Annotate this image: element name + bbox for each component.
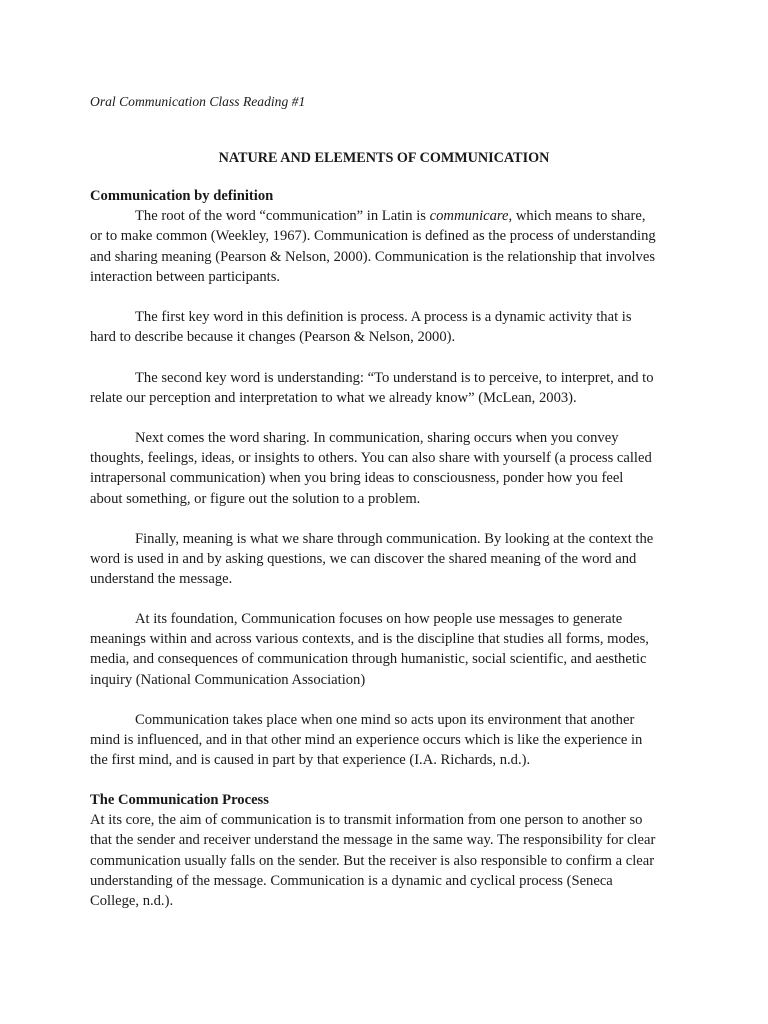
text-line: meanings within and across various contexts, and is the discipline that studies all forms, modes, xyxy=(90,631,649,648)
text-line: or to make common (Weekley, 1967). Communication is defined as the process of understanding xyxy=(90,228,656,245)
text-line: that the sender and receiver understand the message in the same way. The responsibility for clear xyxy=(90,832,656,849)
section-communication-by-definition xyxy=(90,186,680,287)
paragraph-understanding xyxy=(90,368,680,408)
text-line: inquiry (National Communication Association) xyxy=(90,671,366,688)
section-communication-process xyxy=(90,790,680,911)
text-line: understand the message. xyxy=(90,571,233,588)
text-line: The root of the word “communication” in Latin is communicare, which means to share, xyxy=(135,208,646,225)
section-heading: Communication by definition xyxy=(90,188,274,204)
text-line: Next comes the word sharing. In communication, sharing occurs when you convey xyxy=(135,430,619,446)
text-line: mind is influenced, and in that other mind an experience occurs which is like the experience in xyxy=(90,732,643,749)
paragraph-richards xyxy=(90,710,680,771)
text-line: Finally, meaning is what we share through communication. By looking at the context the xyxy=(135,531,654,547)
text-line: interaction between participants. xyxy=(90,268,281,285)
text-line: media, and consequences of communication through humanistic, social scientific, and aesthetic xyxy=(90,651,647,668)
text-line: understanding of the message. Communication is a dynamic and cyclical process (Seneca xyxy=(90,872,613,889)
section-heading: The Communication Process xyxy=(90,792,269,808)
text-line: relate our perception and interpretation to what we already know” (McLean, 2003). xyxy=(90,390,577,407)
paragraph-root-of-word xyxy=(90,206,680,287)
text-line: At its core, the aim of communication is to transmit information from one person to another so xyxy=(90,812,643,829)
text-line: At its foundation, Communication focuses on how people use messages to generate xyxy=(135,611,623,627)
paragraph-process xyxy=(90,307,680,347)
text-line: communication usually falls on the sender. But the receiver is also responsible to confirm a clear xyxy=(90,852,655,869)
text-line: and sharing meaning (Pearson & Nelson, 2000). Communication is the relationship that involves xyxy=(90,248,656,265)
text-line: about something, or figure out the solution to a problem. xyxy=(90,490,421,507)
text-line: The first key word in this definition is process. A process is a dynamic activity that is xyxy=(135,309,632,325)
text-line: Communication takes place when one mind so acts upon its environment that another xyxy=(135,712,635,728)
paragraph-sharing xyxy=(90,428,680,509)
text-line: The second key word is understanding: “To understand is to perceive, to interpret, and to xyxy=(135,370,654,386)
text-line: the first mind, and is caused in part by that experience (I.A. Richards, n.d.). xyxy=(90,752,531,769)
text-line: College, n.d.). xyxy=(90,893,174,910)
text-line: intrapersonal communication) when you bring ideas to consciousness, ponder how you feel xyxy=(90,470,624,487)
paragraph-meaning xyxy=(90,529,680,590)
text-line: word is used in and by asking questions, we can discover the shared meaning of the word and xyxy=(90,551,637,568)
document-title: NATURE AND ELEMENTS OF COMMUNICATION xyxy=(218,150,550,166)
text-line: hard to describe because it changes (Pearson & Nelson, 2000). xyxy=(90,329,456,346)
running-header: Oral Communication Class Reading #1 xyxy=(90,94,306,109)
paragraph-foundation xyxy=(90,609,680,690)
latin-term: communicare xyxy=(429,208,509,225)
text-line: thoughts, feelings, ideas, or insights to others. You can also share with yourself (a process called xyxy=(90,450,652,467)
